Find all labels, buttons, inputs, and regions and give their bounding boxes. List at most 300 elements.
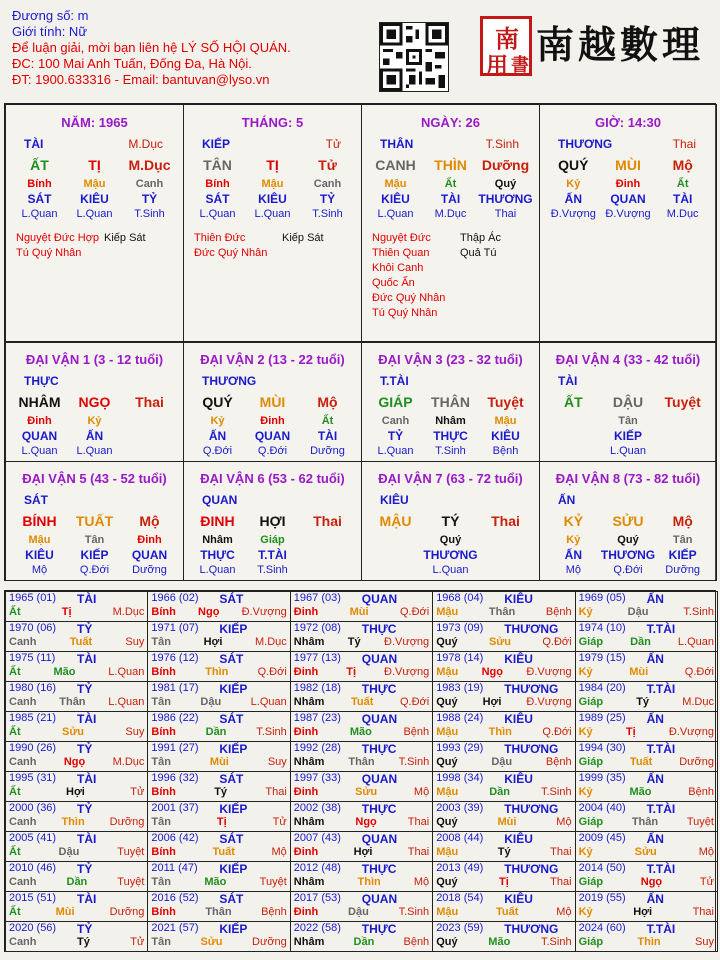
year-details	[9, 786, 144, 798]
pillar-star-row-item: Tử	[325, 137, 341, 151]
pillar-god-row-item: KIÊU	[258, 192, 287, 206]
year-god: TỶ	[77, 622, 93, 636]
note-item: Quả Tú	[460, 247, 497, 259]
year-details	[9, 876, 144, 888]
note-item: Nguyệt Đức	[372, 232, 431, 244]
year-stem: Đinh	[293, 726, 319, 738]
year-cell	[575, 681, 718, 712]
year-cell	[147, 621, 290, 652]
year-god: KIÊU	[504, 772, 533, 786]
year-details	[436, 906, 571, 918]
year-stage: Dưỡng	[252, 936, 287, 948]
dai-van-title: ĐẠI VẬN 8 (73 - 82 tuổi)	[555, 471, 701, 486]
note-item: Kiếp Sát	[282, 232, 324, 244]
year-label	[151, 772, 244, 786]
year-label	[436, 892, 533, 906]
note-line	[372, 276, 533, 291]
year-details	[294, 636, 429, 648]
year-details	[9, 696, 144, 708]
year-god: TÀI	[77, 772, 97, 786]
year-god: THƯƠNG	[504, 682, 559, 696]
dai-van-god: TÀI	[558, 374, 578, 388]
year-branch: Ngọ	[640, 876, 663, 888]
dai-van-hidden-row-item: Nhâm	[435, 415, 466, 427]
year-stage: T.Sinh	[541, 786, 572, 798]
year-cell	[5, 771, 148, 802]
year-god: KIẾP	[219, 682, 248, 696]
dai-van-main-row-item: NHÂM	[18, 394, 61, 410]
dai-van-god-row-item: ẤN	[564, 548, 582, 562]
pillar-god-row-item: ẤN	[564, 192, 582, 206]
dai-van-stage-row-item: L.Quan	[432, 564, 469, 576]
year-details	[151, 636, 286, 648]
year-details	[294, 876, 429, 888]
year-label	[293, 922, 397, 936]
year-details	[9, 936, 144, 948]
year-god: THƯƠNG	[504, 802, 559, 816]
year-number: 1977 (13)	[293, 652, 341, 664]
year-branch: Tý	[347, 636, 361, 648]
note-item: Đức Quý Nhân	[372, 292, 446, 304]
pillar-god-row-item: TÀI	[440, 192, 461, 206]
note-line	[194, 231, 355, 246]
year-details	[579, 636, 714, 648]
year-details	[9, 906, 144, 918]
year-stage: Dưỡng	[109, 816, 145, 828]
pillar-god-row	[12, 192, 177, 206]
year-details	[436, 726, 571, 738]
dai-van-hidden-row	[12, 415, 177, 427]
dai-van-stage-row-item: T.Sinh	[435, 445, 466, 457]
pillar-god-row-item: QUAN	[610, 192, 646, 206]
year-stem: Bính	[151, 726, 176, 738]
contact-invite: Để luận giải, mời bạn liên hệ LÝ SỐ HỘI QUÁN.	[12, 40, 291, 55]
dai-van-god-row-item: KIẾP	[80, 548, 109, 562]
year-cell	[432, 681, 575, 712]
year-stem: Tân	[151, 936, 171, 948]
dai-van-god: T.TÀI	[380, 374, 409, 388]
year-branch: Tị	[346, 666, 357, 678]
year-details	[436, 816, 571, 828]
year-stage: M.Dục	[682, 696, 714, 708]
dai-van-main-row-item: ẤT	[564, 394, 583, 410]
dai-van-stage-row	[12, 445, 177, 457]
dai-van-hidden-row-item: Tân	[84, 534, 105, 546]
dai-van-god-row-item: KIÊU	[491, 429, 520, 443]
year-god: T.TÀI	[646, 622, 676, 636]
year-stem: Đinh	[293, 606, 319, 618]
year-number: 1966 (02)	[151, 592, 199, 604]
year-details	[436, 756, 571, 768]
dai-van-god-row	[12, 548, 177, 562]
year-number: 2010 (46)	[9, 862, 57, 874]
year-branch: Ngọ	[63, 756, 86, 768]
note-line	[372, 261, 533, 276]
pillar-star-row-item: T.Sinh	[485, 137, 519, 151]
year-stage: Q.Đới	[257, 666, 287, 678]
pillar-hidden-row-item: Mậu	[83, 178, 106, 190]
year-label	[293, 592, 398, 606]
year-branch: Hợi	[203, 636, 223, 648]
pillar-hidden-row	[12, 178, 177, 190]
year-god: KIẾP	[219, 862, 248, 876]
year-label	[578, 592, 664, 606]
year-label	[436, 712, 533, 726]
pillar-main-row-item: MÙI	[615, 157, 641, 173]
year-branch: Thìn	[488, 726, 512, 738]
year-stem: Kỷ	[578, 846, 593, 858]
pillar-god-row-item: TÀI	[673, 192, 693, 206]
dai-van-4	[539, 342, 717, 462]
year-branch: Ngọ	[198, 606, 220, 618]
year-god: SÁT	[219, 832, 244, 846]
year-stem: Nhâm	[293, 696, 325, 708]
dai-van-main-row-item: Thai	[491, 513, 520, 529]
dai-van-3	[361, 342, 540, 462]
year-branch: Thân	[631, 816, 659, 828]
year-stage: Thai	[692, 906, 714, 918]
year-number: 2014 (50)	[578, 862, 626, 874]
dai-van-god-row-item: ẤN	[208, 429, 227, 443]
year-god: SÁT	[219, 652, 244, 666]
dai-van-hidden-row-item: Giáp	[260, 534, 285, 546]
year-stem: Kỷ	[578, 906, 593, 918]
year-number: 2022 (58)	[293, 922, 341, 934]
dai-van-hidden-row-item: Đinh	[260, 415, 285, 427]
pillar-star-row	[190, 137, 355, 151]
year-stage: Thai	[550, 846, 572, 858]
year-cell	[147, 801, 290, 832]
year-stem: Canh	[9, 816, 37, 828]
yearly-table	[4, 590, 716, 952]
year-number: 1993 (29)	[436, 742, 484, 754]
pillar-stage-row	[190, 208, 355, 220]
pillar-title: NGÀY: 26	[421, 115, 480, 130]
pillar-main-row-item: Dưỡng	[481, 157, 530, 173]
year-cell	[432, 651, 575, 682]
year-stem: Mậu	[436, 846, 459, 858]
dai-van-main-row-item: SỬU	[612, 513, 644, 529]
year-god: KIÊU	[504, 892, 533, 906]
year-stage: Q.Đới	[542, 726, 572, 738]
year-stem: Canh	[9, 756, 37, 768]
year-label	[578, 622, 676, 636]
year-details	[151, 726, 286, 738]
year-label	[151, 652, 244, 666]
year-label	[436, 772, 533, 786]
year-god: QUAN	[361, 832, 398, 846]
year-number: 1992 (28)	[293, 742, 341, 754]
year-stem: Kỷ	[578, 726, 593, 738]
year-stage: L.Quan	[108, 696, 145, 708]
year-number: 2020 (56)	[9, 922, 57, 934]
year-god: T.TÀI	[646, 862, 676, 876]
year-number: 1969 (05)	[578, 592, 626, 604]
year-details	[294, 816, 429, 828]
year-details	[294, 606, 429, 618]
year-stem: Quý	[436, 936, 458, 948]
year-number: 1975 (11)	[9, 652, 56, 664]
year-number: 1973 (09)	[436, 622, 484, 634]
year-branch: Tý	[214, 786, 228, 798]
year-branch: Hợi	[482, 696, 502, 708]
year-label	[293, 772, 398, 786]
year-cell	[147, 861, 290, 892]
year-stage: Bệnh	[545, 606, 572, 618]
year-stage: T.Sinh	[398, 756, 430, 768]
year-god: TỶ	[77, 742, 93, 756]
year-stem: Bính	[151, 606, 176, 618]
year-branch: Dậu	[348, 906, 369, 918]
year-god: T.TÀI	[646, 742, 676, 756]
year-label	[436, 862, 559, 876]
year-stem: Giáp	[578, 756, 604, 768]
dai-van-god: THỰC	[24, 374, 59, 388]
year-stage: Tuyệt	[117, 846, 145, 858]
year-stage: M.Dục	[112, 756, 145, 768]
year-stage: Suy	[695, 936, 714, 948]
pillar-main-row-item: CANH	[375, 157, 416, 173]
year-god: TÀI	[77, 592, 97, 606]
note-item: Tú Quý Nhân	[16, 247, 82, 259]
dai-van-hidden-row-item: Mậu	[494, 415, 517, 427]
year-number: 1989 (25)	[578, 712, 626, 724]
year-stem: Quý	[436, 756, 458, 768]
year-cell	[575, 771, 718, 802]
year-stage: Đ.Vượng	[384, 636, 430, 648]
year-stem: Nhâm	[293, 876, 325, 888]
year-number: 2001 (37)	[151, 802, 199, 814]
dai-van-stage-row-item: Q.Đới	[257, 445, 288, 457]
pillar-main-row-item: Mộ	[672, 157, 693, 173]
year-label	[151, 892, 244, 906]
year-label	[436, 922, 559, 936]
year-stage: Bệnh	[545, 756, 572, 768]
year-details	[436, 606, 571, 618]
year-cell	[290, 801, 433, 832]
year-cell	[432, 921, 575, 952]
year-label	[9, 802, 93, 816]
pillar-star-row-item: KIẾP	[202, 137, 231, 151]
year-branch: Tị	[216, 816, 227, 828]
year-cell	[5, 591, 148, 622]
year-cell	[290, 711, 433, 742]
year-details	[151, 786, 286, 798]
year-number: 2019 (55)	[578, 892, 626, 904]
dai-van-stage-row-item: Dưỡng	[310, 445, 345, 457]
dai-van-main-row-item: MẬU	[379, 513, 412, 529]
year-stem: Giáp	[578, 816, 604, 828]
dai-van-main-row-item: HỢI	[259, 513, 286, 529]
year-god: THỰC	[361, 802, 397, 816]
year-details	[294, 756, 429, 768]
dai-van-stage-row-item: L.Quan	[21, 445, 58, 457]
dai-van-main-row	[368, 513, 533, 529]
dai-van-god-row-item: THƯƠNG	[423, 548, 478, 562]
seal-stamp-icon: 南 用 書	[480, 16, 532, 76]
year-details	[151, 876, 286, 888]
year-branch: Thìn	[637, 936, 661, 948]
year-stem: Canh	[9, 696, 37, 708]
year-details	[294, 726, 429, 738]
dai-van-2	[183, 342, 362, 462]
year-cell	[147, 651, 290, 682]
year-stage: Bệnh	[403, 726, 430, 738]
year-stem: Đinh	[293, 666, 319, 678]
year-label	[151, 682, 248, 696]
dai-van-6	[183, 461, 362, 581]
year-god: TỶ	[77, 922, 93, 936]
year-god: T.TÀI	[646, 802, 676, 816]
year-details	[294, 786, 429, 798]
year-god: QUAN	[361, 652, 398, 666]
pillar-star-row-item: TÀI	[24, 137, 44, 151]
dai-van-god-row-item: ẤN	[85, 429, 104, 443]
year-number: 2006 (42)	[151, 832, 199, 844]
year-number: 2003 (39)	[436, 802, 484, 814]
note-item: Tú Quý Nhân	[372, 307, 438, 319]
year-details	[294, 846, 429, 858]
year-number: 1998 (34)	[436, 772, 484, 784]
dai-van-stage-row-item: L.Quan	[377, 445, 414, 457]
dai-van-god-row-item: QUAN	[254, 429, 291, 443]
pillar-stage-row-item: L.Quan	[377, 208, 414, 220]
year-stem: Nhâm	[293, 936, 325, 948]
year-details	[436, 636, 571, 648]
year-branch: Tuất	[69, 636, 93, 648]
dai-van-stage-row	[368, 564, 533, 576]
year-branch: Sửu	[634, 846, 657, 858]
year-branch: Tuất	[350, 696, 374, 708]
dai-van-god-row-item: THỰC	[200, 548, 235, 562]
year-cell	[147, 921, 290, 952]
dai-van-5	[5, 461, 184, 581]
year-cell	[5, 861, 148, 892]
year-stem: Bính	[151, 846, 176, 858]
year-label	[578, 712, 664, 726]
pillar-god-row	[190, 192, 355, 206]
year-details	[151, 756, 286, 768]
year-details	[436, 666, 571, 678]
year-label	[9, 862, 93, 876]
year-stage: Suy	[267, 756, 287, 768]
dai-van-stage-row-item: L.Quan	[609, 445, 647, 457]
year-branch: Dậu	[491, 756, 513, 768]
dai-van-god-row-item: KIÊU	[25, 548, 54, 562]
brand-logo	[480, 10, 710, 80]
pillar-god-row-item: TỶ	[141, 192, 158, 206]
year-details	[579, 666, 714, 678]
pillar-star-row-item: THƯƠNG	[558, 137, 613, 151]
year-details	[579, 606, 714, 618]
year-stage: Đ.Vượng	[668, 726, 714, 738]
dai-van-god-row-item: QUAN	[131, 548, 168, 562]
year-label	[578, 892, 664, 906]
pillar-stage-row-item: T.Sinh	[312, 208, 343, 220]
note-line	[372, 306, 533, 321]
year-number: 1978 (14)	[436, 652, 484, 664]
year-cell	[290, 741, 433, 772]
note-line	[194, 246, 355, 261]
dai-van-god-row-item: KIẾP	[614, 429, 643, 443]
year-branch: Thân	[348, 756, 375, 768]
year-stem: Mậu	[436, 726, 459, 738]
year-label	[151, 622, 248, 636]
pillar-hidden-row-item: Mậu	[384, 178, 407, 190]
dai-van-stage-row-item: L.Quan	[76, 445, 113, 457]
pillar-2	[361, 104, 540, 342]
header-info	[12, 8, 382, 88]
year-cell	[5, 801, 148, 832]
year-number: 1967 (03)	[293, 592, 341, 604]
year-details	[151, 666, 286, 678]
year-branch: Dậu	[58, 846, 80, 858]
year-stem: Tân	[151, 756, 171, 768]
year-details	[579, 846, 714, 858]
dai-van-main-row	[12, 513, 177, 529]
year-label	[293, 802, 397, 816]
year-cell	[290, 861, 433, 892]
year-stage: Bệnh	[688, 786, 714, 798]
dai-van-god-row	[546, 548, 710, 562]
pillar-hidden-row-item: Bính	[27, 178, 52, 190]
year-cell	[575, 801, 718, 832]
year-cell	[575, 651, 718, 682]
dai-van-god-row	[546, 429, 710, 443]
year-cell	[290, 921, 433, 952]
pillar-notes	[194, 231, 355, 261]
note-item: Thập Ác	[460, 232, 501, 244]
year-cell	[290, 591, 433, 622]
year-label	[9, 592, 97, 606]
year-god: KIẾP	[219, 622, 248, 636]
year-stem: Tân	[151, 696, 171, 708]
year-details	[579, 696, 714, 708]
year-stem: Giáp	[578, 936, 604, 948]
year-stage: Tuyệt	[259, 876, 287, 888]
year-details	[579, 906, 714, 918]
dai-van-main-row	[368, 394, 533, 410]
year-cell	[290, 831, 433, 862]
year-god: KIẾP	[219, 742, 248, 756]
pillar-god-row-item: THƯƠNG	[478, 192, 533, 206]
dai-van-god-row	[12, 429, 177, 443]
year-stage: Q.Đới	[542, 636, 572, 648]
year-cell	[432, 741, 575, 772]
year-cell	[5, 741, 148, 772]
year-cell	[5, 921, 148, 952]
dai-van-hidden-row-item: Quý	[439, 534, 462, 546]
dai-van-god-row-item: KIẾP	[668, 548, 697, 562]
dai-van-stage-row	[546, 564, 710, 576]
year-details	[579, 726, 714, 738]
pillar-main-row	[368, 157, 533, 173]
year-stage: Tử	[272, 816, 287, 828]
pillar-main-row-item: THÌN	[434, 157, 467, 173]
year-number: 2009 (45)	[578, 832, 626, 844]
dai-van-stage-row	[190, 445, 355, 457]
year-cell	[575, 711, 718, 742]
year-god: ẤN	[646, 832, 664, 846]
pillar-main-row-item: TÂN	[203, 157, 232, 173]
year-cell	[147, 771, 290, 802]
year-stage: Bệnh	[261, 906, 287, 918]
year-label	[9, 652, 97, 666]
year-branch: Tý	[76, 936, 90, 948]
dai-van-main-row-item: Tuyệt	[487, 394, 524, 410]
year-details	[9, 756, 144, 768]
year-label	[9, 712, 97, 726]
